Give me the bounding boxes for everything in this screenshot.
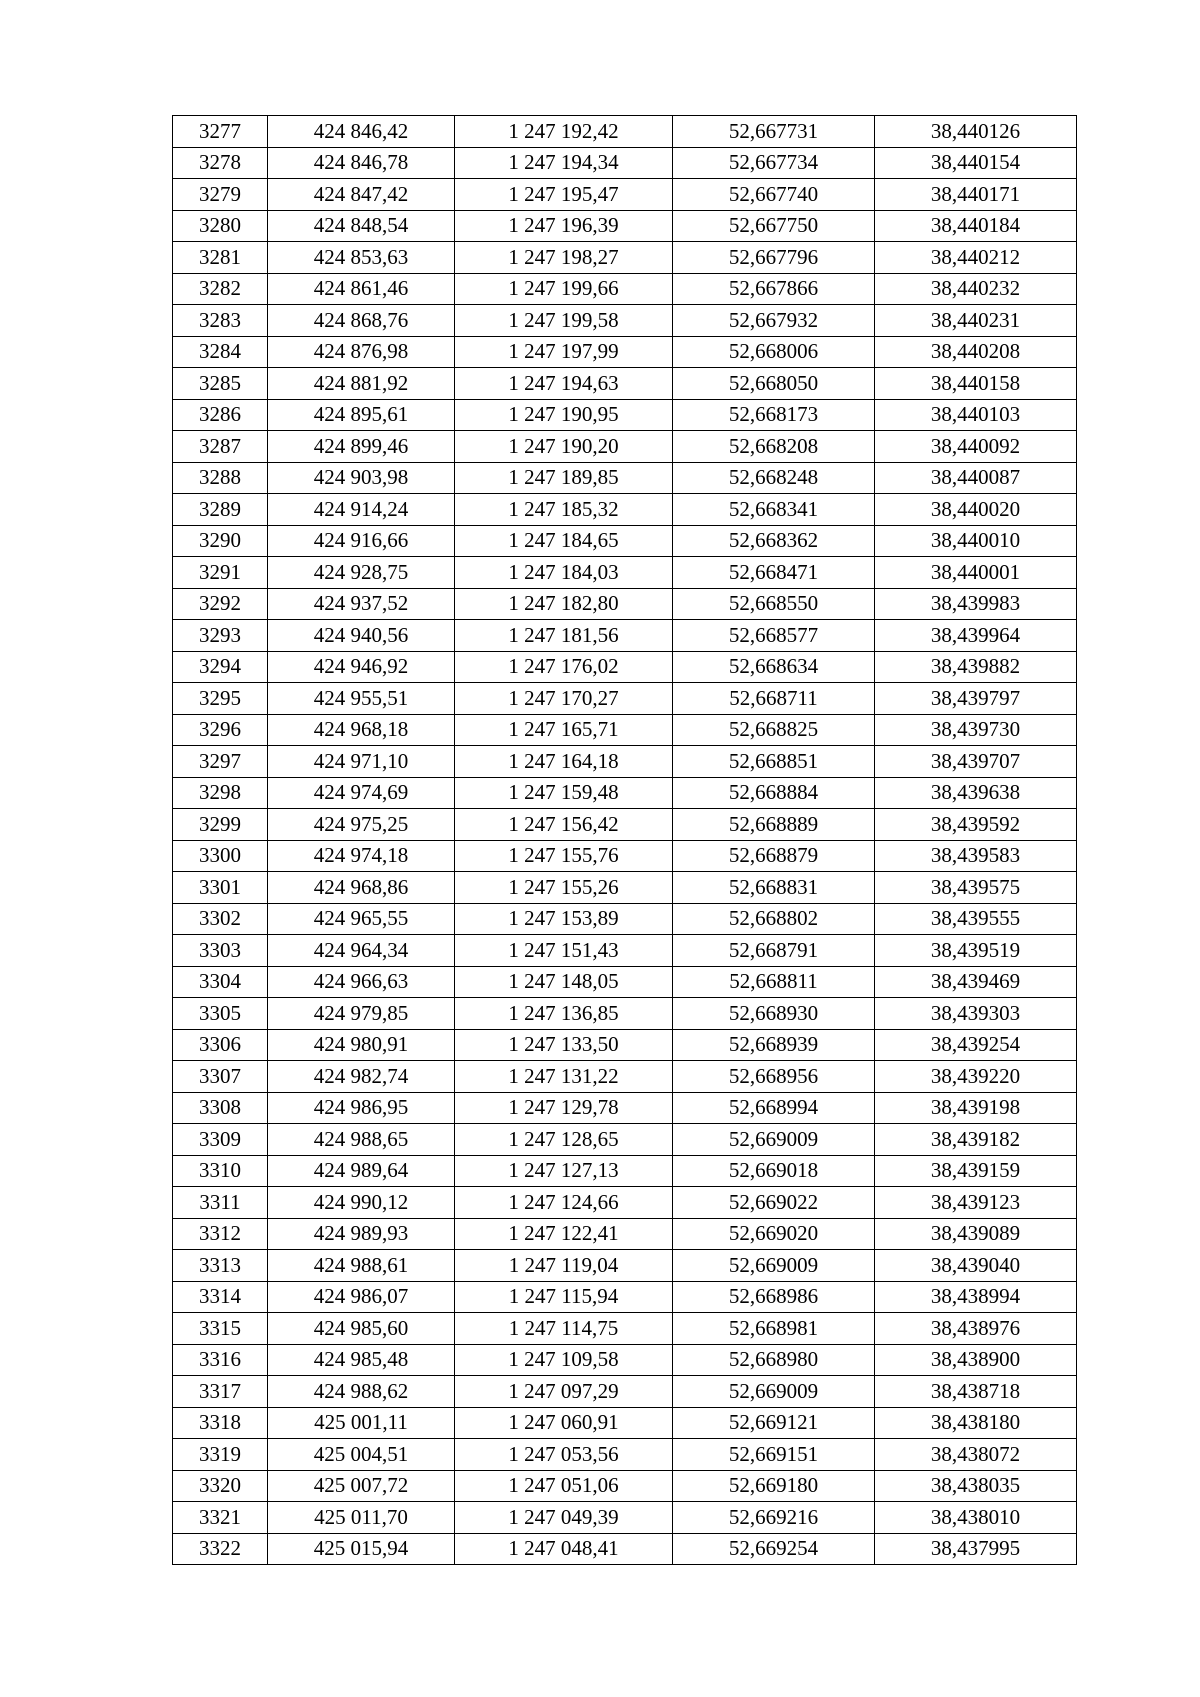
y-coordinate-cell: 1 247 197,99 [455,336,673,368]
x-coordinate-cell: 424 988,65 [268,1124,455,1156]
table-row [173,1092,1077,1124]
point-number-cell: 3284 [173,336,268,368]
x-coordinate-cell: 424 965,55 [268,903,455,935]
point-number-cell: 3320 [173,1470,268,1502]
point-number-cell: 3314 [173,1281,268,1313]
y-coordinate-cell: 1 247 133,50 [455,1029,673,1061]
latitude-cell: 52,668006 [673,336,875,368]
point-number-cell: 3306 [173,1029,268,1061]
point-number-cell: 3321 [173,1502,268,1534]
y-coordinate-cell: 1 247 190,20 [455,431,673,463]
y-coordinate-cell: 1 247 060,91 [455,1407,673,1439]
point-number-cell: 3301 [173,872,268,904]
latitude-cell: 52,668711 [673,683,875,715]
y-coordinate-cell: 1 247 199,66 [455,273,673,305]
y-coordinate-cell: 1 247 049,39 [455,1502,673,1534]
longitude-cell: 38,438072 [875,1439,1077,1471]
table-row [173,1029,1077,1061]
table-row [173,336,1077,368]
point-number-cell: 3293 [173,620,268,652]
point-number-cell: 3319 [173,1439,268,1471]
latitude-cell: 52,667932 [673,305,875,337]
latitude-cell: 52,668173 [673,399,875,431]
y-coordinate-cell: 1 247 165,71 [455,714,673,746]
latitude-cell: 52,669009 [673,1124,875,1156]
longitude-cell: 38,440212 [875,242,1077,274]
x-coordinate-cell: 424 848,54 [268,210,455,242]
longitude-cell: 38,438718 [875,1376,1077,1408]
longitude-cell: 38,439983 [875,588,1077,620]
x-coordinate-cell: 424 914,24 [268,494,455,526]
table-row [173,1281,1077,1313]
latitude-cell: 52,669018 [673,1155,875,1187]
point-number-cell: 3279 [173,179,268,211]
x-coordinate-cell: 424 928,75 [268,557,455,589]
longitude-cell: 38,439730 [875,714,1077,746]
y-coordinate-cell: 1 247 109,58 [455,1344,673,1376]
point-number-cell: 3285 [173,368,268,400]
point-number-cell: 3302 [173,903,268,935]
latitude-cell: 52,668981 [673,1313,875,1345]
x-coordinate-cell: 424 881,92 [268,368,455,400]
table-row [173,1439,1077,1471]
point-number-cell: 3278 [173,147,268,179]
latitude-cell: 52,668362 [673,525,875,557]
latitude-cell: 52,668980 [673,1344,875,1376]
table-row [173,714,1077,746]
point-number-cell: 3288 [173,462,268,494]
longitude-cell: 38,439882 [875,651,1077,683]
point-number-cell: 3287 [173,431,268,463]
x-coordinate-cell: 424 937,52 [268,588,455,620]
x-coordinate-cell: 425 011,70 [268,1502,455,1534]
y-coordinate-cell: 1 247 155,26 [455,872,673,904]
longitude-cell: 38,440171 [875,179,1077,211]
longitude-cell: 38,439254 [875,1029,1077,1061]
longitude-cell: 38,439575 [875,872,1077,904]
table-row [173,872,1077,904]
x-coordinate-cell: 424 916,66 [268,525,455,557]
x-coordinate-cell: 424 980,91 [268,1029,455,1061]
x-coordinate-cell: 424 853,63 [268,242,455,274]
point-number-cell: 3283 [173,305,268,337]
y-coordinate-cell: 1 247 199,58 [455,305,673,337]
table-row [173,273,1077,305]
longitude-cell: 38,439469 [875,966,1077,998]
table-row [173,1124,1077,1156]
point-number-cell: 3282 [173,273,268,305]
table-row [173,1187,1077,1219]
point-number-cell: 3290 [173,525,268,557]
point-number-cell: 3280 [173,210,268,242]
x-coordinate-cell: 424 846,78 [268,147,455,179]
y-coordinate-cell: 1 247 194,34 [455,147,673,179]
table-row [173,620,1077,652]
latitude-cell: 52,668341 [673,494,875,526]
longitude-cell: 38,440087 [875,462,1077,494]
y-coordinate-cell: 1 247 127,13 [455,1155,673,1187]
table-row [173,1344,1077,1376]
longitude-cell: 38,439592 [875,809,1077,841]
point-number-cell: 3307 [173,1061,268,1093]
table-row [173,462,1077,494]
x-coordinate-cell: 424 968,86 [268,872,455,904]
x-coordinate-cell: 424 903,98 [268,462,455,494]
y-coordinate-cell: 1 247 114,75 [455,1313,673,1345]
longitude-cell: 38,439182 [875,1124,1077,1156]
table-row [173,242,1077,274]
y-coordinate-cell: 1 247 153,89 [455,903,673,935]
x-coordinate-cell: 424 971,10 [268,746,455,778]
longitude-cell: 38,439040 [875,1250,1077,1282]
longitude-cell: 38,440154 [875,147,1077,179]
latitude-cell: 52,668471 [673,557,875,589]
table-row [173,431,1077,463]
point-number-cell: 3297 [173,746,268,778]
point-number-cell: 3305 [173,998,268,1030]
point-number-cell: 3298 [173,777,268,809]
y-coordinate-cell: 1 247 176,02 [455,651,673,683]
y-coordinate-cell: 1 247 156,42 [455,809,673,841]
x-coordinate-cell: 424 986,07 [268,1281,455,1313]
table-row [173,746,1077,778]
y-coordinate-cell: 1 247 155,76 [455,840,673,872]
latitude-cell: 52,667734 [673,147,875,179]
longitude-cell: 38,440158 [875,368,1077,400]
longitude-cell: 38,439707 [875,746,1077,778]
point-number-cell: 3316 [173,1344,268,1376]
coordinate-table-body [173,116,1077,1565]
x-coordinate-cell: 424 982,74 [268,1061,455,1093]
point-number-cell: 3291 [173,557,268,589]
y-coordinate-cell: 1 247 192,42 [455,116,673,148]
latitude-cell: 52,669009 [673,1250,875,1282]
point-number-cell: 3277 [173,116,268,148]
y-coordinate-cell: 1 247 184,03 [455,557,673,589]
longitude-cell: 38,439220 [875,1061,1077,1093]
latitude-cell: 52,667866 [673,273,875,305]
longitude-cell: 38,440126 [875,116,1077,148]
longitude-cell: 38,440010 [875,525,1077,557]
table-row [173,305,1077,337]
latitude-cell: 52,667796 [673,242,875,274]
longitude-cell: 38,439089 [875,1218,1077,1250]
table-row [173,147,1077,179]
table-row [173,840,1077,872]
longitude-cell: 38,440231 [875,305,1077,337]
latitude-cell: 52,668248 [673,462,875,494]
x-coordinate-cell: 425 004,51 [268,1439,455,1471]
longitude-cell: 38,440092 [875,431,1077,463]
point-number-cell: 3304 [173,966,268,998]
x-coordinate-cell: 424 946,92 [268,651,455,683]
longitude-cell: 38,439198 [875,1092,1077,1124]
longitude-cell: 38,439519 [875,935,1077,967]
point-number-cell: 3296 [173,714,268,746]
x-coordinate-cell: 424 985,60 [268,1313,455,1345]
point-number-cell: 3311 [173,1187,268,1219]
y-coordinate-cell: 1 247 148,05 [455,966,673,998]
longitude-cell: 38,440020 [875,494,1077,526]
latitude-cell: 52,668851 [673,746,875,778]
y-coordinate-cell: 1 247 194,63 [455,368,673,400]
latitude-cell: 52,668889 [673,809,875,841]
x-coordinate-cell: 424 975,25 [268,809,455,841]
x-coordinate-cell: 424 988,62 [268,1376,455,1408]
longitude-cell: 38,440208 [875,336,1077,368]
longitude-cell: 38,439123 [875,1187,1077,1219]
y-coordinate-cell: 1 247 181,56 [455,620,673,652]
latitude-cell: 52,668986 [673,1281,875,1313]
y-coordinate-cell: 1 247 182,80 [455,588,673,620]
point-number-cell: 3292 [173,588,268,620]
latitude-cell: 52,669009 [673,1376,875,1408]
table-row [173,777,1077,809]
longitude-cell: 38,439638 [875,777,1077,809]
longitude-cell: 38,440103 [875,399,1077,431]
y-coordinate-cell: 1 247 164,18 [455,746,673,778]
x-coordinate-cell: 424 974,18 [268,840,455,872]
table-row [173,966,1077,998]
latitude-cell: 52,669121 [673,1407,875,1439]
y-coordinate-cell: 1 247 184,65 [455,525,673,557]
y-coordinate-cell: 1 247 053,56 [455,1439,673,1471]
x-coordinate-cell: 425 001,11 [268,1407,455,1439]
y-coordinate-cell: 1 247 189,85 [455,462,673,494]
table-row [173,1313,1077,1345]
table-row [173,179,1077,211]
longitude-cell: 38,439303 [875,998,1077,1030]
point-number-cell: 3300 [173,840,268,872]
latitude-cell: 52,668208 [673,431,875,463]
table-row [173,651,1077,683]
x-coordinate-cell: 424 988,61 [268,1250,455,1282]
latitude-cell: 52,668791 [673,935,875,967]
x-coordinate-cell: 424 847,42 [268,179,455,211]
point-number-cell: 3313 [173,1250,268,1282]
point-number-cell: 3318 [173,1407,268,1439]
longitude-cell: 38,439159 [875,1155,1077,1187]
latitude-cell: 52,669020 [673,1218,875,1250]
table-row [173,399,1077,431]
point-number-cell: 3295 [173,683,268,715]
latitude-cell: 52,668884 [673,777,875,809]
longitude-cell: 38,438976 [875,1313,1077,1345]
table-row [173,368,1077,400]
table-row [173,1502,1077,1534]
x-coordinate-cell: 424 895,61 [268,399,455,431]
x-coordinate-cell: 424 964,34 [268,935,455,967]
point-number-cell: 3312 [173,1218,268,1250]
x-coordinate-cell: 424 990,12 [268,1187,455,1219]
table-row [173,1155,1077,1187]
latitude-cell: 52,668050 [673,368,875,400]
y-coordinate-cell: 1 247 198,27 [455,242,673,274]
x-coordinate-cell: 424 876,98 [268,336,455,368]
longitude-cell: 38,439797 [875,683,1077,715]
table-row [173,998,1077,1030]
table-row [173,683,1077,715]
longitude-cell: 38,439555 [875,903,1077,935]
point-number-cell: 3310 [173,1155,268,1187]
y-coordinate-cell: 1 247 129,78 [455,1092,673,1124]
point-number-cell: 3308 [173,1092,268,1124]
latitude-cell: 52,668577 [673,620,875,652]
longitude-cell: 38,438994 [875,1281,1077,1313]
longitude-cell: 38,438035 [875,1470,1077,1502]
latitude-cell: 52,669216 [673,1502,875,1534]
y-coordinate-cell: 1 247 124,66 [455,1187,673,1219]
longitude-cell: 38,439964 [875,620,1077,652]
y-coordinate-cell: 1 247 185,32 [455,494,673,526]
table-row [173,1470,1077,1502]
y-coordinate-cell: 1 247 159,48 [455,777,673,809]
x-coordinate-cell: 424 985,48 [268,1344,455,1376]
table-row [173,1250,1077,1282]
y-coordinate-cell: 1 247 119,04 [455,1250,673,1282]
latitude-cell: 52,669180 [673,1470,875,1502]
table-row [173,557,1077,589]
table-row [173,525,1077,557]
y-coordinate-cell: 1 247 048,41 [455,1533,673,1565]
y-coordinate-cell: 1 247 131,22 [455,1061,673,1093]
y-coordinate-cell: 1 247 051,06 [455,1470,673,1502]
longitude-cell: 38,438180 [875,1407,1077,1439]
point-number-cell: 3317 [173,1376,268,1408]
latitude-cell: 52,668939 [673,1029,875,1061]
x-coordinate-cell: 425 015,94 [268,1533,455,1565]
x-coordinate-cell: 424 966,63 [268,966,455,998]
point-number-cell: 3322 [173,1533,268,1565]
point-number-cell: 3309 [173,1124,268,1156]
x-coordinate-cell: 425 007,72 [268,1470,455,1502]
point-number-cell: 3289 [173,494,268,526]
latitude-cell: 52,667740 [673,179,875,211]
x-coordinate-cell: 424 846,42 [268,116,455,148]
table-row [173,1061,1077,1093]
longitude-cell: 38,440184 [875,210,1077,242]
x-coordinate-cell: 424 986,95 [268,1092,455,1124]
table-row [173,903,1077,935]
y-coordinate-cell: 1 247 128,65 [455,1124,673,1156]
x-coordinate-cell: 424 979,85 [268,998,455,1030]
x-coordinate-cell: 424 974,69 [268,777,455,809]
latitude-cell: 52,668831 [673,872,875,904]
table-row [173,1376,1077,1408]
table-row [173,588,1077,620]
table-row [173,935,1077,967]
table-row [173,809,1077,841]
latitude-cell: 52,668802 [673,903,875,935]
latitude-cell: 52,668811 [673,966,875,998]
y-coordinate-cell: 1 247 097,29 [455,1376,673,1408]
latitude-cell: 52,668879 [673,840,875,872]
x-coordinate-cell: 424 861,46 [268,273,455,305]
x-coordinate-cell: 424 899,46 [268,431,455,463]
table-row [173,1533,1077,1565]
longitude-cell: 38,439583 [875,840,1077,872]
latitude-cell: 52,667750 [673,210,875,242]
table-row [173,210,1077,242]
x-coordinate-cell: 424 989,64 [268,1155,455,1187]
point-number-cell: 3281 [173,242,268,274]
y-coordinate-cell: 1 247 122,41 [455,1218,673,1250]
latitude-cell: 52,667731 [673,116,875,148]
longitude-cell: 38,440001 [875,557,1077,589]
table-row [173,1218,1077,1250]
table-row [173,1407,1077,1439]
point-number-cell: 3315 [173,1313,268,1345]
latitude-cell: 52,669254 [673,1533,875,1565]
y-coordinate-cell: 1 247 195,47 [455,179,673,211]
coordinate-table [172,115,1077,1565]
latitude-cell: 52,668825 [673,714,875,746]
latitude-cell: 52,668930 [673,998,875,1030]
point-number-cell: 3286 [173,399,268,431]
latitude-cell: 52,668994 [673,1092,875,1124]
y-coordinate-cell: 1 247 151,43 [455,935,673,967]
longitude-cell: 38,438900 [875,1344,1077,1376]
y-coordinate-cell: 1 247 196,39 [455,210,673,242]
longitude-cell: 38,440232 [875,273,1077,305]
latitude-cell: 52,668956 [673,1061,875,1093]
y-coordinate-cell: 1 247 136,85 [455,998,673,1030]
longitude-cell: 38,438010 [875,1502,1077,1534]
table-row [173,116,1077,148]
x-coordinate-cell: 424 955,51 [268,683,455,715]
point-number-cell: 3299 [173,809,268,841]
latitude-cell: 52,669151 [673,1439,875,1471]
x-coordinate-cell: 424 940,56 [268,620,455,652]
latitude-cell: 52,668634 [673,651,875,683]
latitude-cell: 52,669022 [673,1187,875,1219]
table-row [173,494,1077,526]
point-number-cell: 3294 [173,651,268,683]
x-coordinate-cell: 424 968,18 [268,714,455,746]
longitude-cell: 38,437995 [875,1533,1077,1565]
point-number-cell: 3303 [173,935,268,967]
latitude-cell: 52,668550 [673,588,875,620]
y-coordinate-cell: 1 247 115,94 [455,1281,673,1313]
x-coordinate-cell: 424 868,76 [268,305,455,337]
x-coordinate-cell: 424 989,93 [268,1218,455,1250]
y-coordinate-cell: 1 247 190,95 [455,399,673,431]
y-coordinate-cell: 1 247 170,27 [455,683,673,715]
